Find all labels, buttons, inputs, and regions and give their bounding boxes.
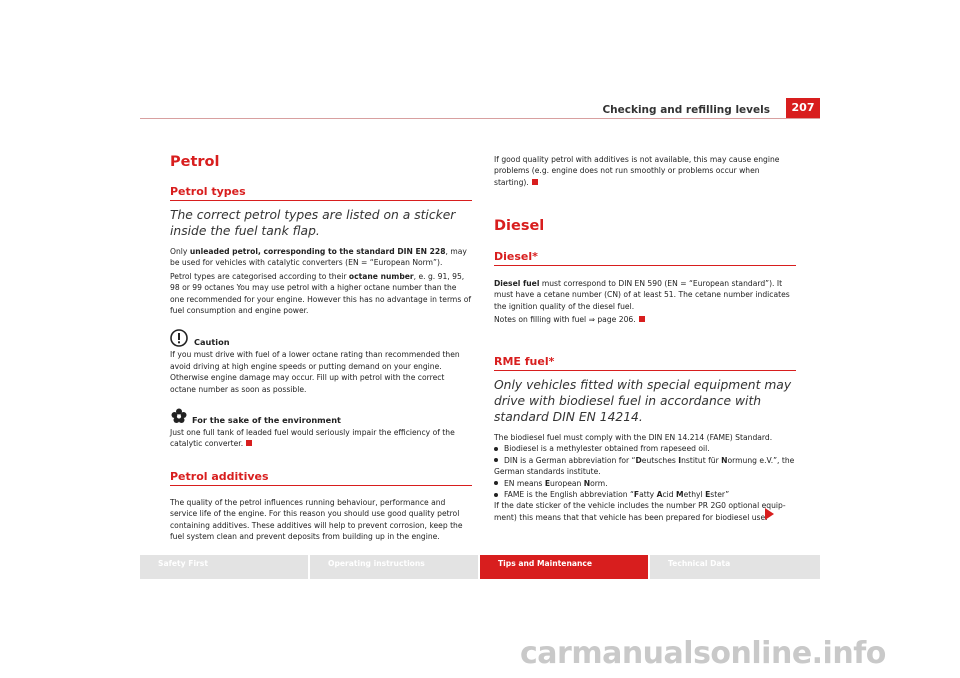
tab-operating-instructions[interactable]: Operating instructions (310, 555, 478, 579)
heading-petrol-types: Petrol types (170, 185, 246, 198)
environment-text: Just one full tank of leaded fuel would seriously impair the efficiency of the catalytic converter. (170, 428, 455, 449)
heading-rule (170, 485, 472, 486)
petrol-additives-section (170, 470, 472, 543)
list-item: FAME is the English abbreviation “Fatty Acid Methyl Ester” (494, 489, 796, 500)
rme-fuel-section (494, 355, 796, 523)
paragraph: The biodiesel fuel must comply with the DIN EN 14.214 (FAME) Standard. (494, 433, 773, 442)
environment-heading: For the sake of the environment (170, 407, 472, 425)
diesel-section (494, 250, 796, 326)
petrol-types-intro: The correct petrol types are listed on a sticker inside the fuel tank flap. (170, 208, 456, 238)
header-rule (140, 118, 820, 119)
heading-diesel: Diesel* (494, 250, 538, 263)
caution-text: If you must drive with fuel of a lower octane rating than recommended then avoid driving at high engine speeds or putting demand on your engine. Otherwise engine damage may occur. Fill up with petrol with the correct octane number as soon as possible. (170, 350, 460, 394)
petrol-types-section (170, 185, 472, 450)
paragraph: Notes on filling with fuel ⇒ page 206. (494, 314, 796, 325)
rme-fuel-intro: Only vehicles fitted with special equipment may drive with biodiesel fuel in accordance with standard DIN EN 14214. (494, 378, 792, 424)
continue-arrow-icon[interactable] (765, 508, 774, 520)
watermark: carmanualsonline.info (520, 636, 886, 671)
tab-technical-data[interactable]: Technical Data (650, 555, 820, 579)
paragraph: Only unleaded petrol, corresponding to the standard DIN EN 228, may be used for vehicles with catalytic converters (EN = “European Norm”). (170, 247, 467, 268)
list-item: Biodiesel is a methylester obtained from rapeseed oil. (494, 443, 796, 454)
heading-rule (170, 200, 472, 201)
flower-icon (170, 407, 188, 425)
right-column (494, 154, 796, 188)
heading-petrol-additives: Petrol additives (170, 470, 269, 483)
heading-rule (494, 370, 796, 371)
paragraph: Diesel fuel must correspond to DIN EN 590 (EN = “European standard”). It must have a cetane number (CN) of at least 51. The cetane number indicates the ignition quality of the diesel fuel. (494, 279, 790, 311)
caution-icon (170, 329, 188, 347)
list-item: EN means European Norm. (494, 478, 796, 489)
running-header-title: Checking and refilling levels (602, 104, 770, 116)
paragraph: If the date sticker of the vehicle includes the number PR 2G0 optional equip-ment) this means that that vehicle has been prepared for biodiesel use. (494, 501, 786, 522)
end-mark (246, 440, 252, 446)
heading-rme-fuel: RME fuel* (494, 355, 555, 368)
end-mark (532, 179, 538, 185)
section-title-petrol: Petrol (170, 154, 220, 170)
tab-tips-and-maintenance[interactable]: Tips and Maintenance (480, 555, 648, 579)
continued-text: If good quality petrol with additives is not available, this may cause engine problems (e.g. engine does not run smoothly or problems occur when starting). (494, 155, 780, 187)
caution-heading: Caution (170, 329, 472, 347)
heading-rule (494, 265, 796, 266)
petrol-additives-text: The quality of the petrol influences running behaviour, performance and service life of the engine. For this reason you should use good quality petrol containing additives. These additives will help to prevent corrosion, keep the fuel system clean and prevent deposits from building up in the engine. (170, 498, 463, 542)
paragraph: Petrol types are categorised according to their octane number, e. g. 91, 95, 98 or 99 octanes You may use petrol with a higher octane number than the one recommended for your engine. However this has no advantage in terms of fuel consumption and engine power. (170, 271, 472, 316)
list-item: DIN is a German abbreviation for “Deutsches Institut für Normung e.V.”, the German standards institute. (494, 455, 795, 477)
end-mark (639, 316, 645, 322)
tab-safety-first[interactable]: Safety First (140, 555, 308, 579)
section-title-diesel: Diesel (494, 218, 545, 234)
page-number: 207 (786, 98, 820, 118)
